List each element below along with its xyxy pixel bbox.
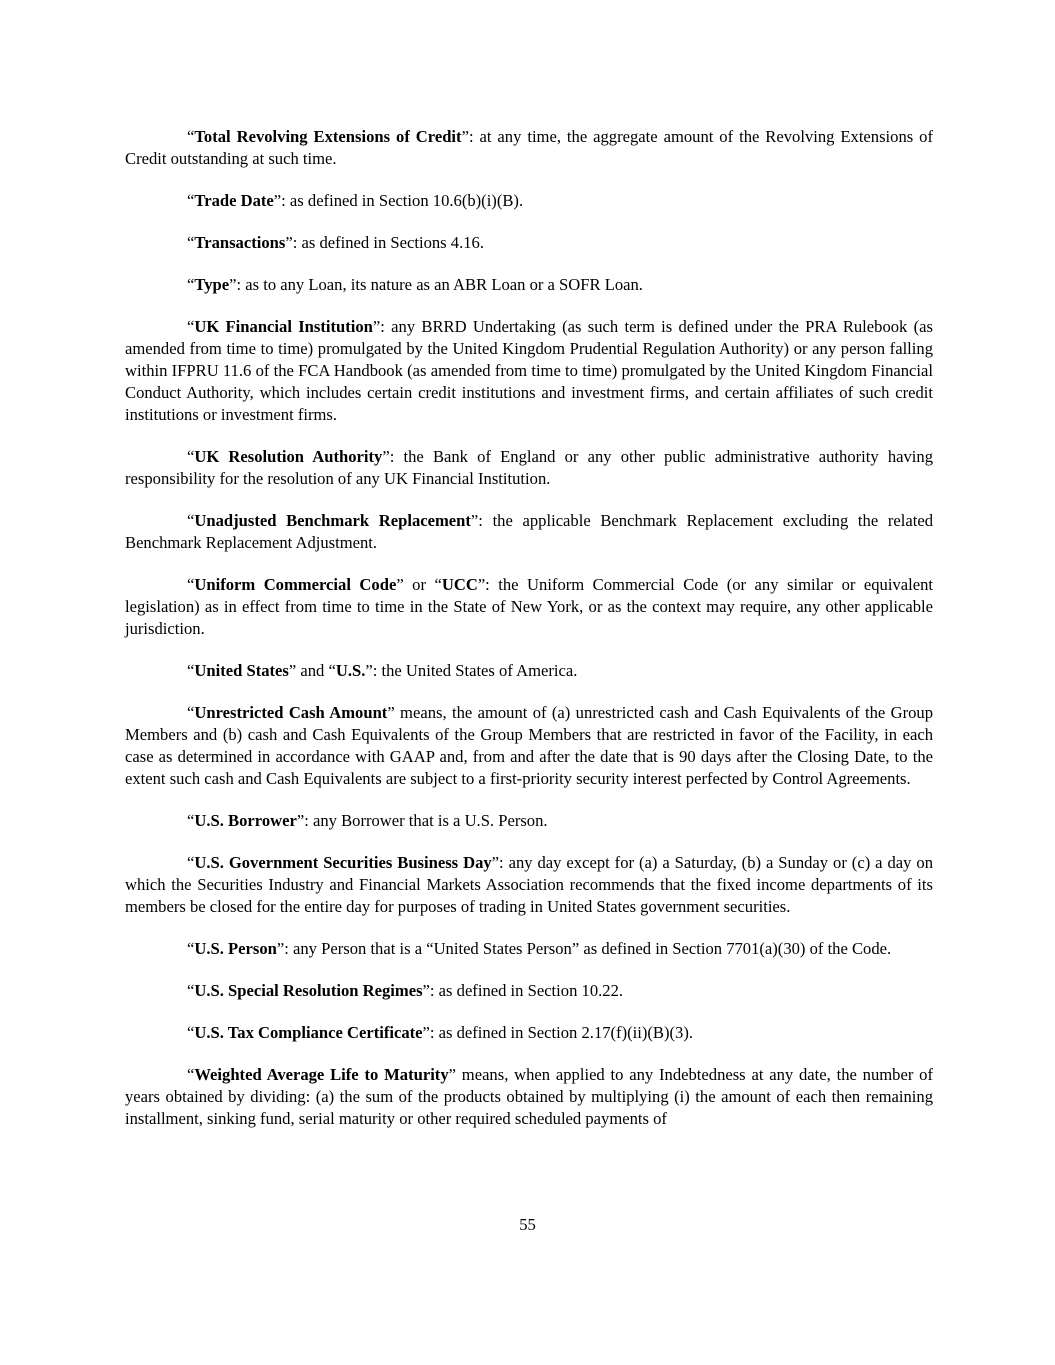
definition-text: ”: as defined in Section 2.17(f)(ii)(B)(3). (422, 1023, 693, 1042)
definition-text: “ (187, 939, 195, 958)
defined-term: Uniform Commercial Code (194, 575, 397, 594)
definition-text: “ (187, 981, 195, 1000)
definition-text: ”: as defined in Sections 4.16. (285, 233, 484, 252)
definition-paragraph (125, 938, 933, 960)
document-body (125, 126, 933, 1150)
defined-term: United States (194, 661, 289, 680)
definition-text: ”: at any time, the aggregate amount of the Revolving Extensions of Credit outstanding at such time. (125, 127, 933, 168)
definition-paragraph (125, 852, 933, 918)
definition-text: ”: the applicable Benchmark Replacement excluding the related Benchmark Replacement Adjustment. (125, 511, 933, 552)
defined-term: UK Resolution Authority (194, 447, 383, 466)
definition-paragraph (125, 316, 933, 426)
defined-term: UCC (441, 575, 478, 594)
definition-text: “ (187, 811, 195, 830)
definition-text: “ (187, 1065, 195, 1084)
definition-text: “ (187, 127, 195, 146)
definition-text: ”: the Bank of England or any other public administrative authority having responsibility for the resolution of any UK Financial Institution. (125, 447, 933, 488)
definition-text: “ (187, 575, 195, 594)
definition-text: ”: the Uniform Commercial Code (or any similar or equivalent legislation) as in effect from time to time in the State of New York, or as the context may require, any other applicable jurisdiction. (125, 575, 934, 638)
definition-text: ”: as defined in Section 10.6(b)(i)(B). (273, 191, 524, 210)
definition-text: ”: as defined in Section 10.22. (422, 981, 624, 1000)
definition-text: “ (187, 275, 195, 294)
defined-term: Unrestricted Cash Amount (194, 703, 388, 722)
definition-paragraph (125, 190, 933, 212)
definition-text: ”: any Person that is a “United States Person” as defined in Section 7701(a)(30) of the Code. (276, 939, 892, 958)
definition-paragraph (125, 574, 933, 640)
defined-term: Weighted Average Life to Maturity (194, 1065, 449, 1084)
definition-paragraph (125, 126, 933, 170)
definition-text: ” means, when applied to any Indebtedness at any date, the number of years obtained by dividing: (a) the sum of the products obtained by multiplying (i) the amount of each then remaining installment, sinking fund, serial maturity or other required scheduled payments of (125, 1065, 933, 1128)
definition-paragraph (125, 274, 933, 296)
defined-term: UK Financial Institution (194, 317, 373, 336)
definition-text: “ (187, 1023, 195, 1042)
definition-paragraph (125, 446, 933, 490)
definition-text: ” and “ (288, 661, 336, 680)
definition-text: ”: any day except for (a) a Saturday, (b) a Sunday or (c) a day on which the Securities Industry and Financial Markets Association recommends that the fixed income departments of its members be closed for the entire day for purposes of trading in United States government securities. (125, 853, 933, 916)
defined-term: Total Revolving Extensions of Credit (194, 127, 462, 146)
definition-text: ”: the United States of America. (365, 661, 578, 680)
definition-paragraph (125, 1064, 933, 1130)
definition-paragraph (125, 510, 933, 554)
definition-text: ” or “ (396, 575, 442, 594)
defined-term: U.S. Special Resolution Regimes (194, 981, 423, 1000)
definition-text: “ (187, 317, 195, 336)
definition-text: “ (187, 233, 195, 252)
page-number: 55 (519, 1215, 536, 1234)
definition-text: ”: as to any Loan, its nature as an ABR Loan or a SOFR Loan. (229, 275, 643, 294)
definition-paragraph (125, 232, 933, 254)
defined-term: Trade Date (194, 191, 274, 210)
definition-text: ” means, the amount of (a) unrestricted cash and Cash Equivalents of the Group Members and (b) cash and Cash Equivalents of the Group Members that are restricted in favor of the Facility, in each case as determined in accordance with GAAP and, from and after the date that is 90 days after the Closing Date, to the extent such cash and Cash Equivalents are subject to a first-priority security interest perfected by Control Agreements. (125, 703, 933, 788)
defined-term: U.S. Tax Compliance Certificate (194, 1023, 423, 1042)
definition-text: ”: any Borrower that is a U.S. Person. (296, 811, 548, 830)
definition-text: “ (187, 447, 195, 466)
definition-paragraph (125, 660, 933, 682)
definition-text: “ (187, 661, 195, 680)
defined-term: U.S. Borrower (194, 811, 297, 830)
definition-text: “ (187, 191, 195, 210)
definition-paragraph (125, 702, 933, 790)
defined-term: U.S. Person (194, 939, 277, 958)
definition-text: “ (187, 853, 195, 872)
definition-text: “ (187, 511, 195, 530)
defined-term: U.S. (335, 661, 366, 680)
defined-term: Transactions (194, 233, 286, 252)
defined-term: U.S. Government Securities Business Day (194, 853, 492, 872)
definition-text: “ (187, 703, 195, 722)
definition-paragraph (125, 980, 933, 1002)
defined-term: Unadjusted Benchmark Replacement (194, 511, 471, 530)
definition-text: ”: any BRRD Undertaking (as such term is defined under the PRA Rulebook (as amended from time to time) promulgated by the United Kingdom Prudential Regulation Authority) or any person falling within IFPRU 11.6 of the FCA Handbook (as amended from time to time) promulgated by the United Kingdom Financial Conduct Authority, which includes certain credit institutions and investment firms, and certain affiliates of such credit institutions or investment firms. (125, 317, 933, 424)
defined-term: Type (194, 275, 230, 294)
definition-paragraph (125, 810, 933, 832)
definition-paragraph (125, 1022, 933, 1044)
